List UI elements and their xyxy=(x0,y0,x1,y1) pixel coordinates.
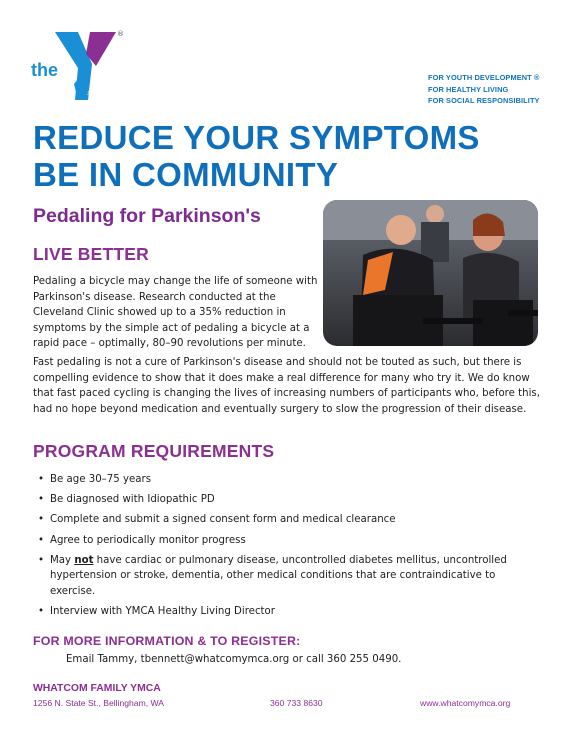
footer-phone: 360 733 8630 xyxy=(270,698,323,708)
logo-the-text: the xyxy=(31,60,58,80)
intro-paragraph: Pedaling a bicycle may change the life of someone with Parkinson's disease. Research conducted at the Cleveland Clinic showed up to a 35% reduction in symptoms by the simple act of pedaling a bicycle at a rapid pace – optimally, 80–90 revolutions per minute. xyxy=(33,276,318,350)
organization-name: WHATCOM FAMILY YMCA xyxy=(33,683,161,694)
tagline-line: FOR HEALTHY LIVING xyxy=(428,84,509,94)
cycling-class-photo xyxy=(323,200,538,346)
list-item xyxy=(38,492,543,507)
requirement-text: Be age 30–75 years xyxy=(50,474,152,485)
requirement-text: Complete and submit a signed consent form and medical clearance xyxy=(50,514,396,526)
requirement-prefix: May xyxy=(50,554,75,566)
requirement-text: have cardiac or pulmonary disease, uncontrolled diabetes mellitus, uncontrolled hypertension or stroke, dementia, other medical conditions that are contraindicative to exercise. xyxy=(50,554,507,597)
ymca-logo-text: YMCA xyxy=(86,81,97,97)
tagline-line: FOR SOCIAL RESPONSIBILITY xyxy=(428,96,540,105)
program-requirements-heading: PROGRAM REQUIREMENTS xyxy=(33,441,275,461)
tagline-line: FOR YOUTH DEVELOPMENT ® xyxy=(428,73,540,82)
live-better-heading: LIVE BETTER xyxy=(33,244,149,264)
contact-line: Email Tammy, tbennett@whatcomymca.org or call 360 255 0490. xyxy=(66,654,402,665)
bullet-icon: • xyxy=(38,494,45,506)
more-info-heading: FOR MORE INFORMATION & TO REGISTER: xyxy=(33,634,301,648)
evidence-paragraph: Fast pedaling is not a cure of Parkinson's disease and should not be touted as such, but there is compelling evidence to show that it does make a real difference for many who try it. We do know that fast paced cycling is changing the lives of increasing numbers of participants who, before this, had no hope beyond medication and eventually surgery to slow the progression of their disease. xyxy=(33,357,540,415)
tagline xyxy=(428,72,540,107)
list-item xyxy=(38,512,543,527)
subtitle: Pedaling for Parkinson's xyxy=(33,205,261,227)
list-item xyxy=(38,472,543,487)
requirements-list xyxy=(38,472,543,624)
requirement-text: Be diagnosed with Idiopathic PD xyxy=(50,494,215,506)
requirement-text: Interview with YMCA Healthy Living Director xyxy=(50,605,275,617)
requirement-text: Agree to periodically monitor progress xyxy=(50,534,246,546)
bullet-icon: • xyxy=(38,514,45,526)
footer-website-link[interactable]: www.whatcomymca.org xyxy=(420,698,511,708)
headline xyxy=(33,119,480,193)
bullet-icon: • xyxy=(38,554,45,566)
list-item xyxy=(38,553,543,599)
bullet-icon: • xyxy=(38,474,45,485)
logo-registered-mark: ® xyxy=(117,30,124,38)
requirement-emphasis: not xyxy=(74,554,94,566)
bullet-icon: • xyxy=(38,534,45,546)
bullet-icon: • xyxy=(38,605,45,617)
footer-address: 1256 N. State St., Bellingham, WA xyxy=(33,698,165,708)
list-item xyxy=(38,533,543,548)
headline-line: REDUCE YOUR SYMPTOMS xyxy=(33,119,480,156)
list-item xyxy=(38,604,543,619)
headline-line: BE IN COMMUNITY xyxy=(33,156,339,193)
